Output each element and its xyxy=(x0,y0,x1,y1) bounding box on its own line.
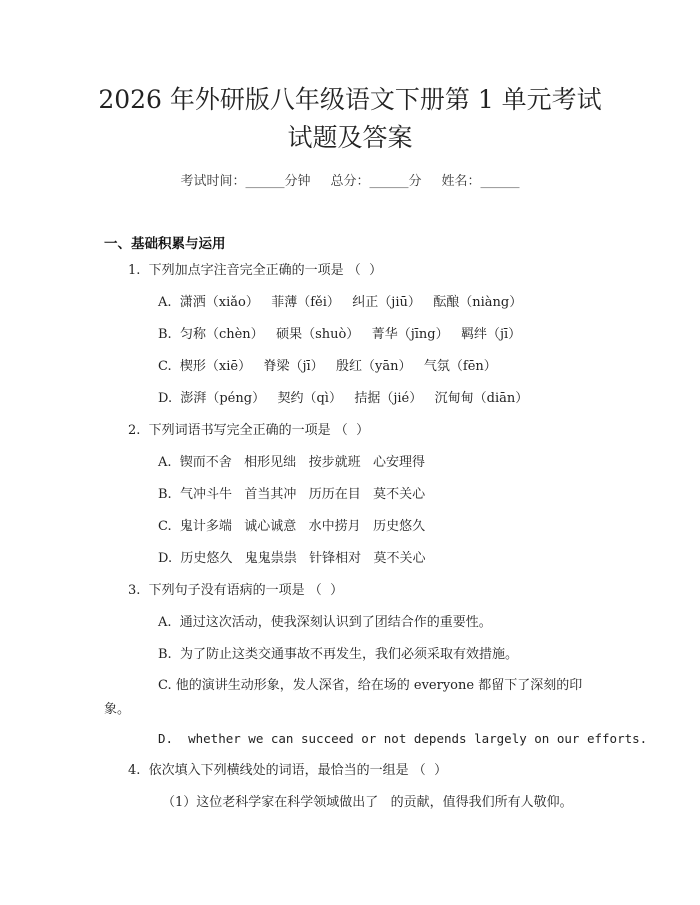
question-1-option-d: D. 澎湃（péng） 契约（qì） 拮据（jié） 沉甸甸（diān） xyxy=(158,391,529,406)
question-3-option-b: B. 为了防止这类交通事故不再发生，我们必须采取有效措施。 xyxy=(158,647,518,662)
section-heading-basics: 一、基础积累与运用 xyxy=(104,236,226,252)
question-1-option-b: B. 匀称（chèn） 硕果（shuò） 菁华（jīng） 羁绊（jī） xyxy=(158,327,522,342)
question-3-option-d: D. whether we can succeed or not depends largely on our efforts. xyxy=(158,731,648,746)
question-3-option-a: A. 通过这次活动，使我深刻认识到了团结合作的重要性。 xyxy=(158,615,492,630)
document-title-line-2: 试题及答案 xyxy=(287,123,413,152)
total-score-field: 总分：______分 xyxy=(330,174,422,189)
question-2-option-a: A. 锲而不舍 相形见绌 按步就班 心安理得 xyxy=(158,455,425,470)
question-3-stem: 3. 下列句子没有语病的一项是 （ ） xyxy=(128,583,344,598)
question-1-stem: 1. 下列加点字注音完全正确的一项是 （ ） xyxy=(128,263,383,278)
question-2-option-d: D. 历史悠久 鬼鬼祟祟 针锋相对 莫不关心 xyxy=(158,551,426,566)
document-title-line-1: 2026 年外研版八年级语文下册第 1 单元考试 xyxy=(98,85,602,114)
exam-meta-row xyxy=(0,170,700,189)
question-1-option-c: C. 楔形（xiē） 脊梁（jī） 殷红（yān） 气氛（fēn） xyxy=(158,359,497,374)
question-4-sub-1: （1）这位老科学家在科学领域做出了 的贡献，值得我们所有人敬仰。 xyxy=(162,795,573,810)
question-3-option-c: C. 他的演讲生动形象，发人深省，给在场的 everyone 都留下了深刻的印象。 xyxy=(104,678,583,717)
exam-time-field: 考试时间：______分钟 xyxy=(180,174,311,189)
question-4-stem: 4. 依次填入下列横线处的词语，最恰当的一组是 （ ） xyxy=(128,763,448,778)
question-2-option-c: C. 鬼计多端 诚心诚意 水中捞月 历史悠久 xyxy=(158,519,426,534)
question-2-option-b: B. 气冲斗牛 首当其冲 历历在目 莫不关心 xyxy=(158,487,426,502)
student-name-field: 姓名：______ xyxy=(441,174,520,189)
question-2-stem: 2. 下列词语书写完全正确的一项是 （ ） xyxy=(128,423,370,438)
question-1-option-a: A. 潇洒（xiǎo） 菲薄（fěi） 纠正（jiū） 酝酿（niàng） xyxy=(158,295,523,310)
